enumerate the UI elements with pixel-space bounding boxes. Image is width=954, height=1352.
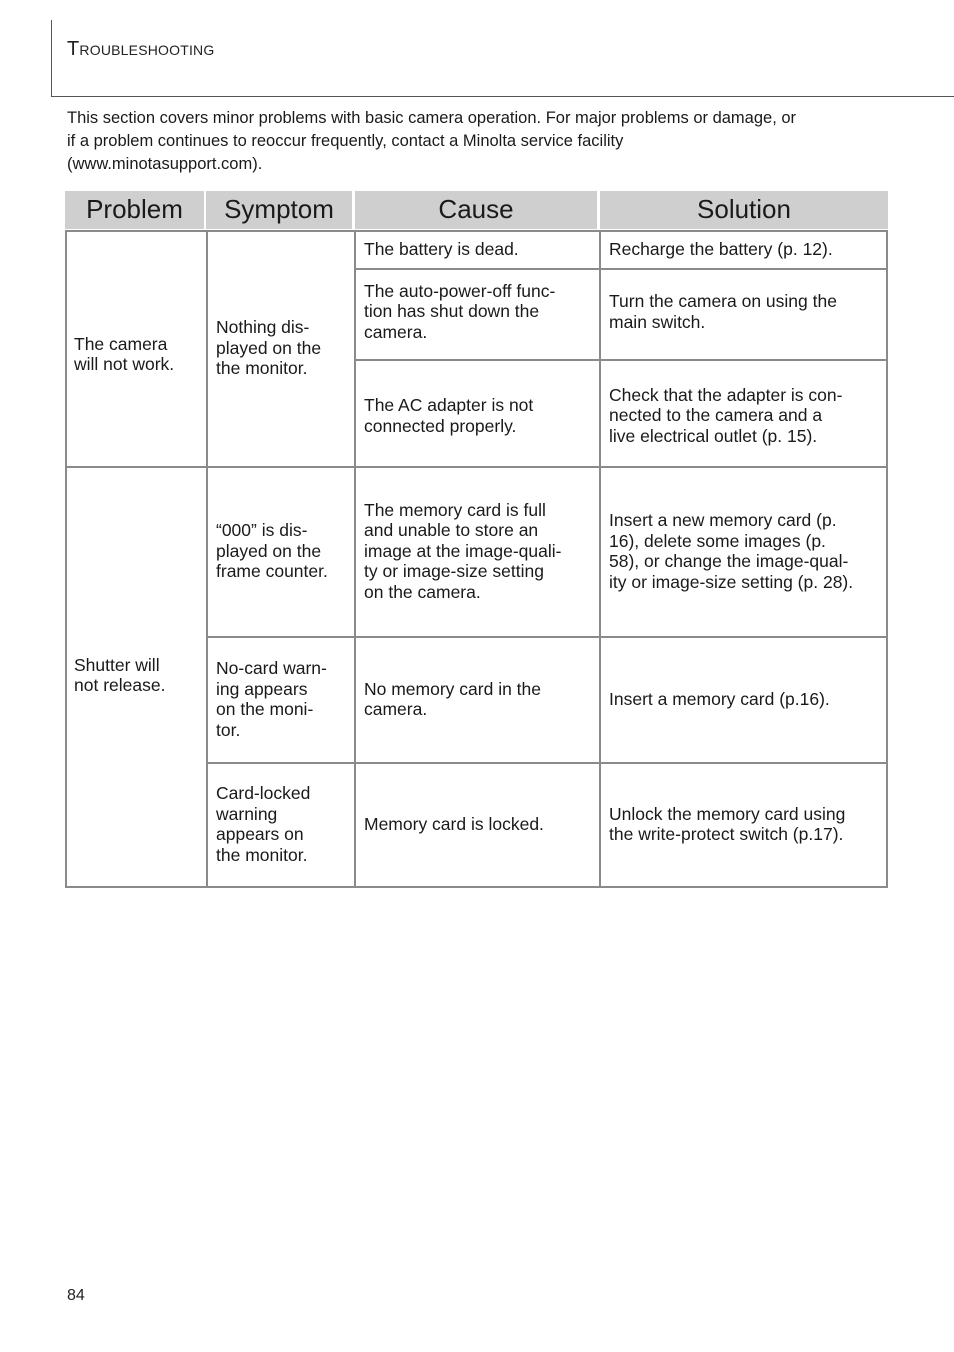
column-header-solution: Solution (600, 191, 888, 229)
solution-text: 58), or change the image-qual- (609, 551, 849, 571)
table-header-row (65, 191, 888, 229)
column-header-cause: Cause (355, 191, 597, 229)
header-rule-horizontal (51, 96, 954, 97)
symptom-text: on the moni- (216, 699, 314, 719)
symptom-cell (208, 638, 354, 762)
symptom-text: the monitor. (216, 358, 308, 379)
solution-cell (601, 361, 886, 466)
cause-text: on the camera. (364, 581, 481, 602)
cause-text: camera. (364, 321, 428, 342)
problem-text: The camera (74, 333, 168, 354)
cause-text: and unable to store an (364, 520, 539, 541)
solution-cell (601, 232, 886, 268)
cause-text: connected properly. (364, 415, 517, 436)
cause-text: The AC adapter is not (364, 395, 534, 415)
cause-text: tion has shut down the (364, 301, 540, 322)
solution-text: live electrical outlet (p. 15). (609, 425, 818, 446)
intro-line: (www.minotasupport.com). (67, 155, 263, 173)
intro-line: This section covers minor problems with basic camera operation. For major problems or damage, or (67, 109, 797, 127)
cause-text: The battery is dead. (364, 238, 519, 259)
cause-cell (356, 468, 599, 636)
solution-cell (601, 468, 886, 636)
symptom-text: played on the (216, 337, 322, 358)
column-header-symptom: Symptom (206, 191, 352, 229)
solution-text: 16), delete some images (p. (609, 530, 826, 551)
symptom-text: played on the (216, 540, 322, 561)
symptom-text: appears on (216, 824, 304, 844)
solution-cell (601, 764, 886, 886)
cause-text: The memory card is full (364, 499, 546, 520)
column-header-problem: Problem (65, 191, 204, 229)
cause-cell (356, 361, 599, 466)
cause-text: ty or image-size setting (364, 561, 544, 582)
solution-text: main switch. (609, 311, 706, 332)
intro-line: if a problem continues to reoccur frequently, contact a Minolta service facility (67, 132, 624, 150)
symptom-text: warning (216, 803, 278, 824)
solution-text: Turn the camera on using the (609, 291, 837, 311)
solution-text: Check that the adapter is con- (609, 384, 843, 405)
symptom-text: “000” is dis- (216, 520, 308, 541)
solution-text: Insert a memory card (p.16). (609, 688, 830, 709)
header-rule-vertical (51, 20, 52, 97)
cause-text: The auto-power-off func- (364, 280, 556, 301)
solution-text: Insert a new memory card (p. (609, 510, 837, 530)
symptom-text: tor. (216, 719, 241, 740)
problem-text: will not work. (74, 354, 175, 374)
problem-text: Shutter will (74, 654, 160, 675)
symptom-text: Nothing dis- (216, 317, 310, 338)
symptom-text: ing appears (216, 678, 308, 699)
cause-cell (356, 232, 599, 268)
cause-text: image at the image-quali- (364, 540, 562, 561)
symptom-text: frame counter. (216, 561, 328, 582)
cause-cell (356, 270, 599, 359)
solution-cell (601, 638, 886, 762)
symptom-text: No-card warn- (216, 658, 327, 678)
problem-text: not release. (74, 675, 166, 695)
symptom-text: the monitor. (216, 844, 308, 865)
symptom-text: Card-locked (216, 783, 311, 803)
troubleshooting-table (65, 230, 888, 888)
solution-text: nected to the camera and a (609, 405, 823, 426)
intro-paragraph (67, 107, 882, 176)
problem-cell (67, 232, 206, 466)
solution-text: Recharge the battery (p. 12). (609, 238, 833, 259)
symptom-cell (208, 232, 354, 466)
symptom-cell (208, 764, 354, 886)
solution-text: the write-protect switch (p.17). (609, 824, 844, 844)
cause-cell (356, 764, 599, 886)
problem-cell (67, 468, 206, 886)
solution-text: ity or image-size setting (p. 28). (609, 571, 854, 592)
symptom-cell (208, 468, 354, 636)
solution-cell (601, 270, 886, 359)
cause-text: Memory card is locked. (364, 813, 544, 834)
cause-text: camera. (364, 699, 428, 719)
cause-text: No memory card in the (364, 678, 542, 699)
page-title: Troubleshooting (67, 38, 215, 60)
solution-text: Unlock the memory card using (609, 803, 846, 824)
cause-cell (356, 638, 599, 762)
page-number: 84 (67, 1287, 85, 1304)
